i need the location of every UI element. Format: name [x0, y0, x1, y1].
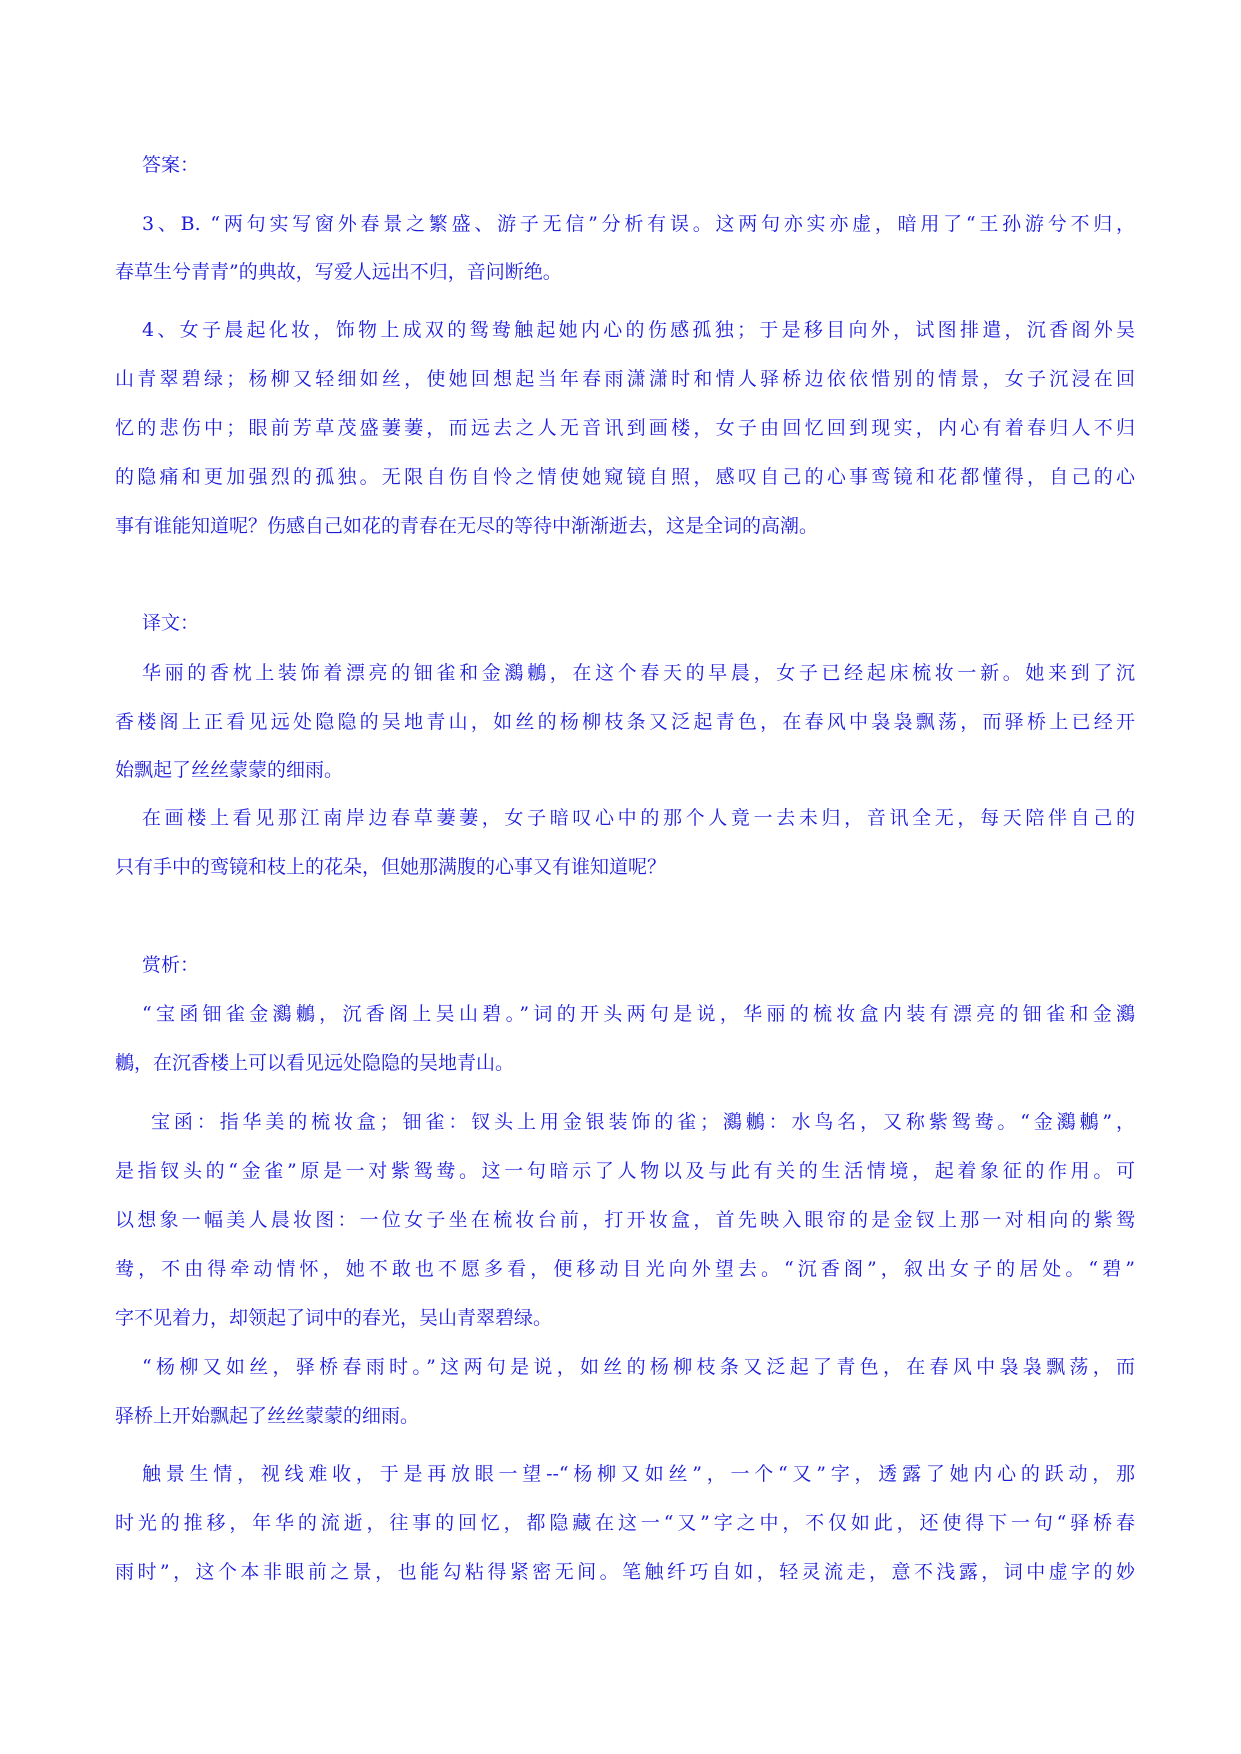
- appreciation-heading: 赏析：: [142, 954, 200, 976]
- answer-4-line-1: 4、女子晨起化妆，饰物上成双的鸳鸯触起她内心的伤感孤独；于是移目向外，试图排遣，沉香阁外吴: [142, 319, 1135, 341]
- appreciation-p2-line-3: 以想象一幅美人晨妆图：一位女子坐在梳妆台前，打开妆盒，首先映入眼帘的是金钗上那一对相向的紫鸳: [115, 1209, 1135, 1231]
- appreciation-p2-line-1: 宝函：指华美的梳妆盒；钿雀：钗头上用金银装饰的雀；鸂鶒：水鸟名，又称紫鸳鸯。“金鸂鶒”，: [151, 1111, 1135, 1133]
- appreciation-p4-line-3: 雨时”，这个本非眼前之景，也能勾粘得紧密无间。笔触纤巧自如，轻灵流走，意不浅露，词中虚字的妙: [115, 1561, 1135, 1583]
- appreciation-p3-line-2: 驿桥上开始飘起了丝丝蒙蒙的细雨。: [115, 1405, 420, 1427]
- appreciation-p2-line-4: 鸯，不由得牵动情怀，她不敢也不愿多看，便移动目光向外望去。“沉香阁”，叙出女子的居处。“碧”: [115, 1258, 1135, 1280]
- appreciation-p3-line-1: “杨柳又如丝，驿桥春雨时。”这两句是说，如丝的杨柳枝条又泛起了青色，在春风中袅袅飘荡，而: [142, 1356, 1135, 1378]
- translation-p1-line-2: 香楼阁上正看见远处隐隐的吴地青山，如丝的杨柳枝条又泛起青色，在春风中袅袅飘荡，而驿桥上已经开: [115, 711, 1135, 733]
- translation-heading: 译文：: [142, 612, 200, 634]
- answer-4-line-3: 忆的悲伤中；眼前芳草茂盛萋萋，而远去之人无音讯到画楼，女子由回忆回到现实，内心有着春归人不归: [115, 417, 1135, 439]
- appreciation-p1-line-1: “宝函钿雀金鸂鶒，沉香阁上吴山碧。”词的开头两句是说，华丽的梳妆盒内装有漂亮的钿雀和金鸂: [142, 1003, 1135, 1025]
- appreciation-p4-line-2: 时光的推移，年华的流逝，往事的回忆，都隐藏在这一“又”字之中，不仅如此，还使得下一句“驿桥春: [115, 1512, 1135, 1534]
- appreciation-p2-line-5: 字不见着力，却领起了词中的春光，吴山青翠碧绿。: [115, 1307, 553, 1329]
- answer-4-line-5: 事有谁能知道呢？伤感自己如花的青春在无尽的等待中渐渐逝去，这是全词的高潮。: [115, 515, 819, 537]
- answer-4-line-2: 山青翠碧绿；杨柳又轻细如丝，使她回想起当年春雨潇潇时和情人驿桥边依依惜别的情景，女子沉浸在回: [115, 368, 1135, 390]
- answer-4-line-4: 的隐痛和更加强烈的孤独。无限自伤自怜之情使她窥镜自照，感叹自己的心事鸾镜和花都懂得，自己的心: [115, 466, 1135, 488]
- appreciation-p2-line-2: 是指钗头的“金雀”原是一对紫鸳鸯。这一句暗示了人物以及与此有关的生活情境，起着象征的作用。可: [115, 1160, 1135, 1182]
- translation-p1-line-3: 始飘起了丝丝蒙蒙的细雨。: [115, 759, 344, 781]
- appreciation-p4-line-1: 触景生情，视线难收，于是再放眼一望--“杨柳又如丝”，一个“又”字，透露了她内心的跃动，那: [142, 1463, 1135, 1485]
- answer-3-line-2: 春草生兮青青”的典故，写爱人远出不归，音问断绝。: [115, 261, 562, 283]
- appreciation-p1-line-2: 鶒，在沉香楼上可以看见远处隐隐的吴地青山。: [115, 1052, 515, 1074]
- answer-heading: 答案：: [142, 154, 200, 176]
- translation-p1-line-1: 华丽的香枕上装饰着漂亮的钿雀和金鸂鶒，在这个春天的早晨，女子已经起床梳妆一新。她来到了沉: [142, 662, 1135, 684]
- translation-p2-line-1: 在画楼上看见那江南岸边春草萋萋，女子暗叹心中的那个人竟一去未归，音讯全无，每天陪伴自己的: [142, 807, 1135, 829]
- answer-3-line-1: 3、B. “两句实写窗外春景之繁盛、游子无信”分析有误。这两句亦实亦虚，暗用了“王孙游兮不归，: [142, 213, 1135, 235]
- translation-p2-line-2: 只有手中的鸾镜和枝上的花朵，但她那满腹的心事又有谁知道呢？: [115, 856, 667, 878]
